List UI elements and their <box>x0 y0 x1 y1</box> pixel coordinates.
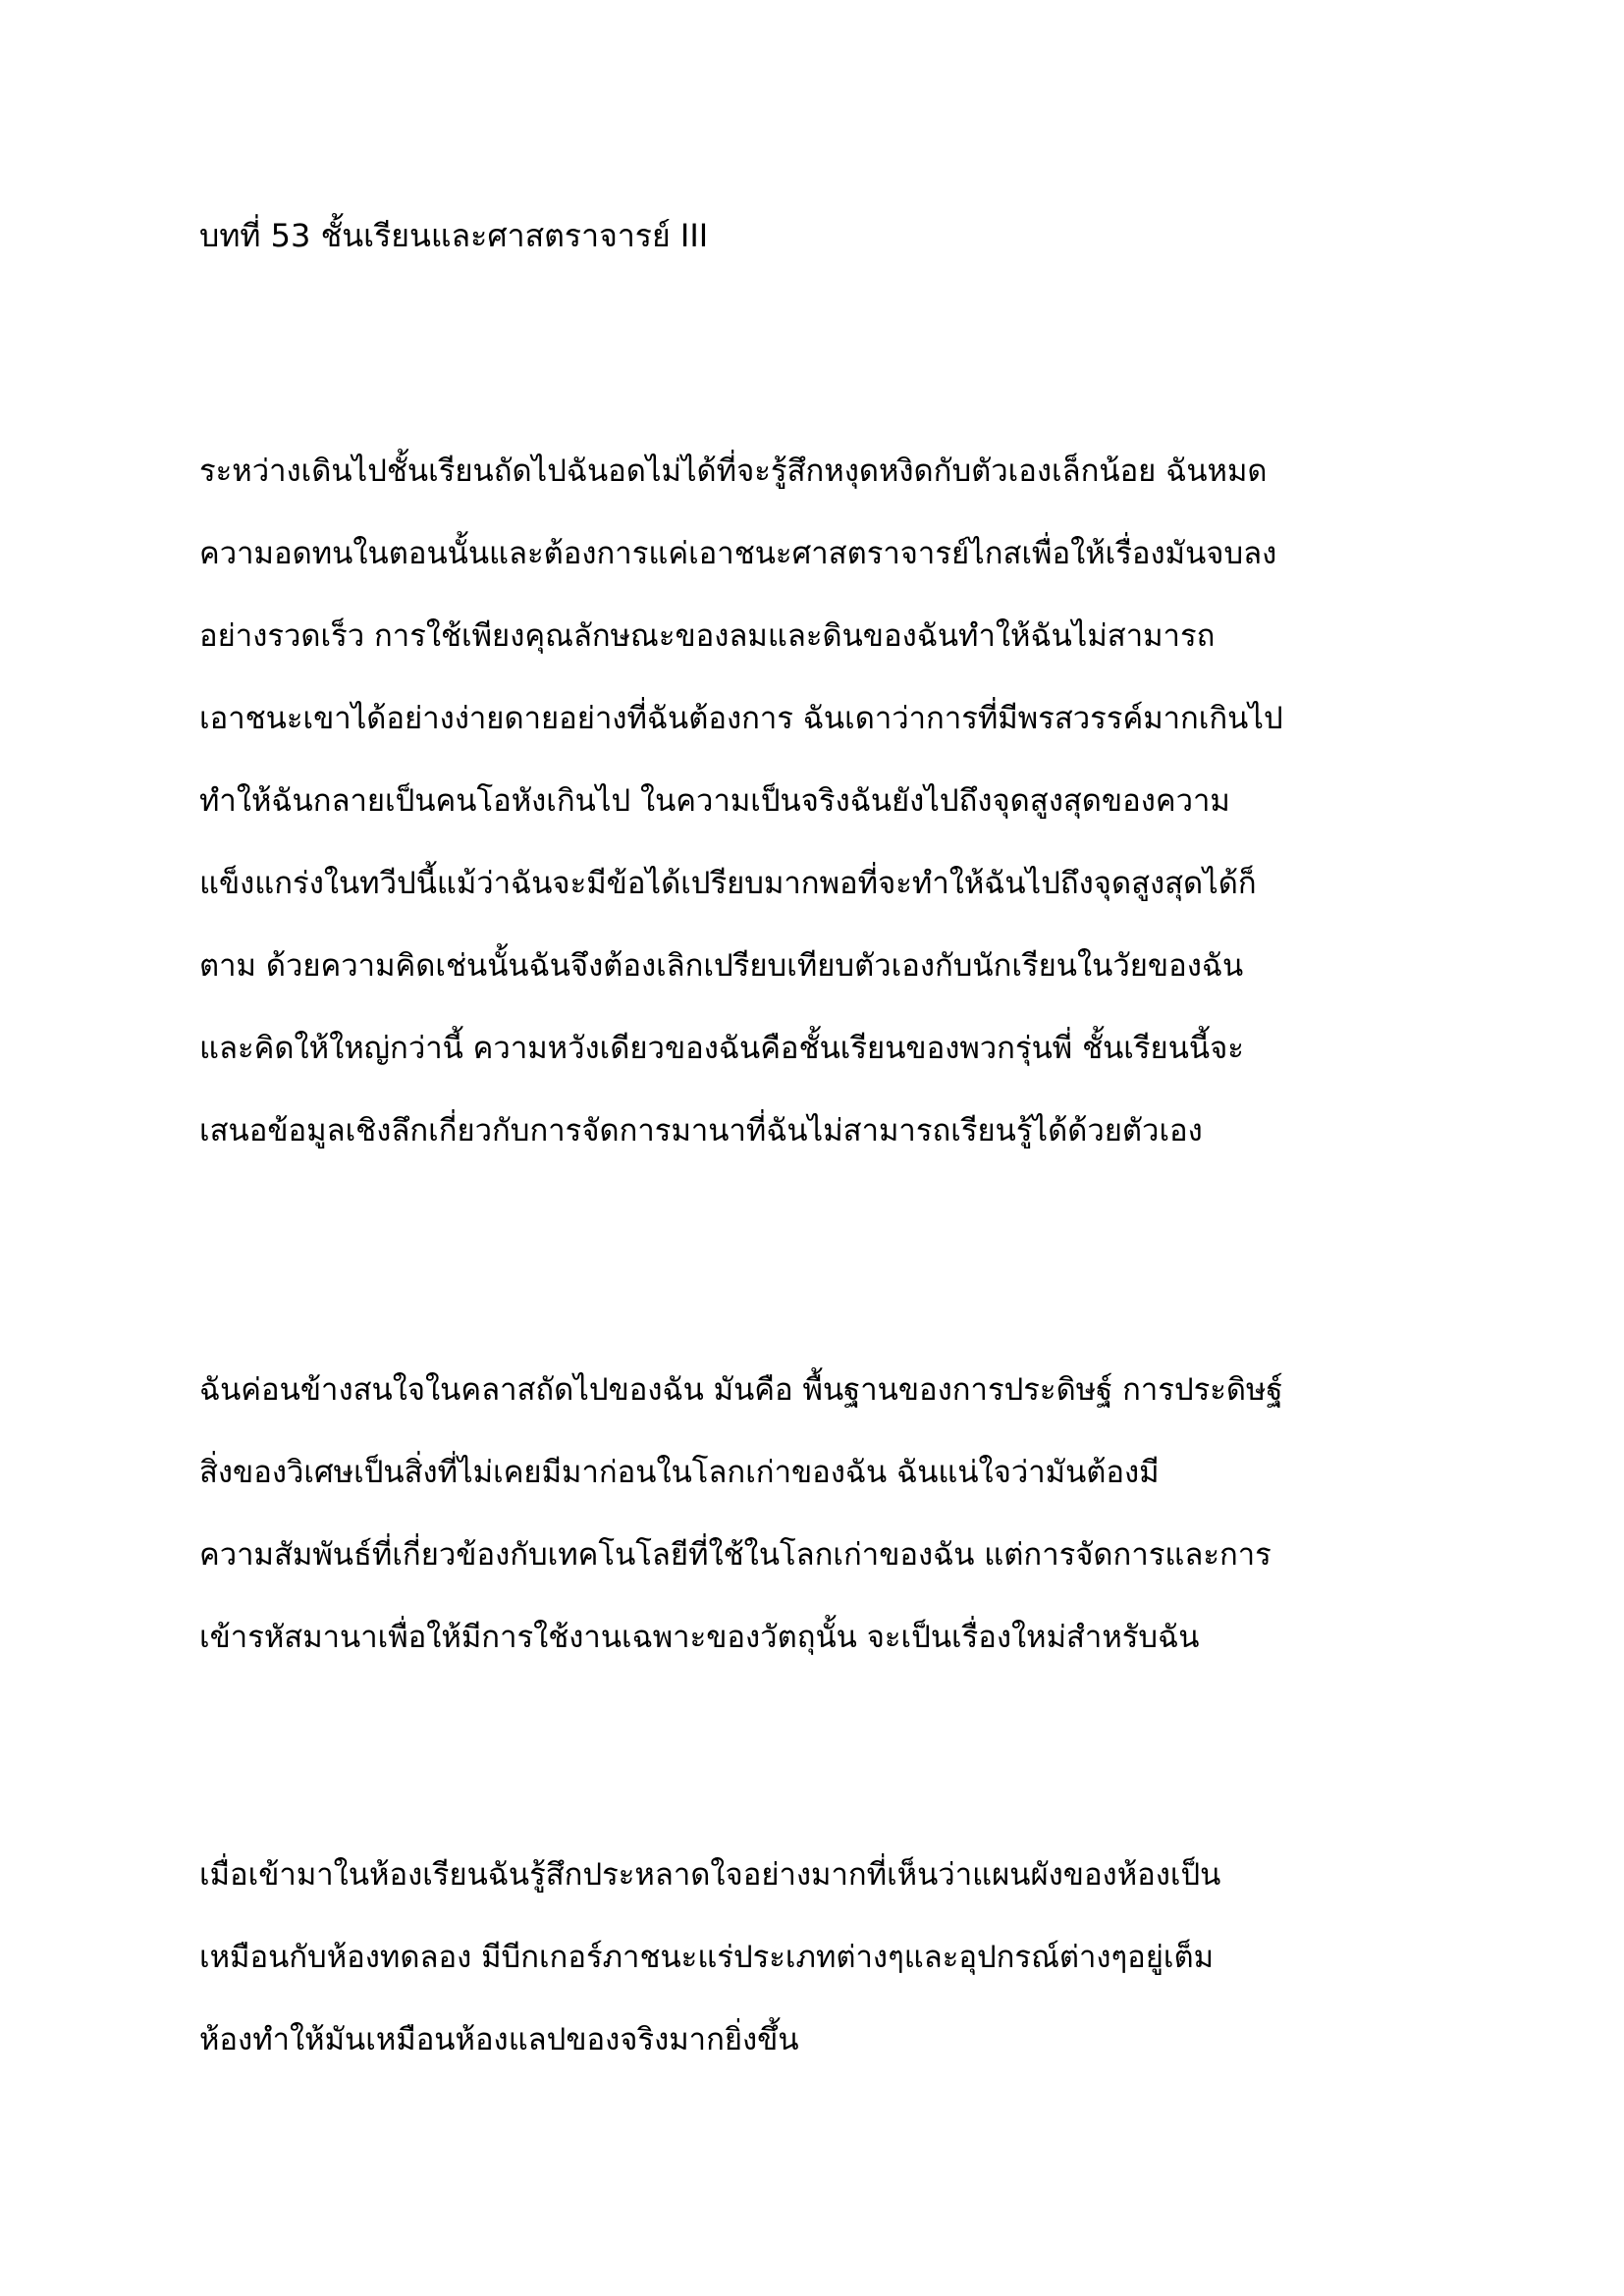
paragraph-line: เอาชนะเขาได้อย่างง่ายดายอย่างที่ฉันต้องการ ฉันเดาว่าการที่มีพรสวรรค์มากเกินไป <box>199 701 1283 736</box>
paragraph-line: สิ่งของวิเศษเป็นสิ่งที่ไม่เคยมีมาก่อนในโลกเก่าของฉัน ฉันแน่ใจว่ามันต้องมี <box>199 1455 1160 1490</box>
paragraph-line: เมื่อเข้ามาในห้องเรียนฉันรู้สึกประหลาดใจอย่างมากที่เห็นว่าแผนผังของห้องเป็น <box>199 1857 1221 1893</box>
paragraph-line: ทำให้ฉันกลายเป็นคนโอหังเกินไป ในความเป็นจริงฉันยังไปถึงจุดสูงสุดของความ <box>199 783 1230 819</box>
paragraph-line: และคิดให้ใหญ่กว่านี้ ความหวังเดียวของฉันคือชั้นเรียนของพวกรุ่นพี่ ชั้นเรียนนี้จะ <box>199 1031 1244 1066</box>
paragraph-line: ระหว่างเดินไปชั้นเรียนถัดไปฉันอดไม่ได้ที่จะรู้สึกหงุดหงิดกับตัวเองเล็กน้อย ฉันหมด <box>199 454 1268 489</box>
paragraph-line: เหมือนกับห้องทดลอง มีบีกเกอร์ภาชนะแร่ประเภทต่างๆและอุปกรณ์ต่างๆอยู่เต็ม <box>199 1940 1215 1975</box>
paragraph-1 <box>199 430 1283 1172</box>
paragraph-line: แข็งแกร่งในทวีปนี้แม้ว่าฉันจะมีข้อได้เปรียบมากพอที่จะทำให้ฉันไปถึงจุดสูงสุดได้ก็ <box>199 866 1257 901</box>
paragraph-line: เสนอข้อมูลเชิงลึกเกี่ยวกับการจัดการมานาที่ฉันไม่สามารถเรียนรู้ได้ด้วยตัวเอง <box>199 1113 1203 1148</box>
paragraph-3 <box>199 1834 1220 2081</box>
paragraph-line: ตาม ด้วยความคิดเช่นนั้นฉันจึงต้องเลิกเปรียบเทียบตัวเองกับนักเรียนในวัยของฉัน <box>199 948 1244 984</box>
paragraph-line: ห้องทำให้มันเหมือนห้องแลปของจริงมากยิ่งขึ้น <box>199 2022 799 2057</box>
paragraph-line: ความอดทนในตอนนั้นและต้องการแค่เอาชนะศาสตราจารย์ไกสเพื่อให้เรื่องมันจบลง <box>199 536 1277 571</box>
chapter-title: บทที่ 53 ชั้นเรียนและศาสตราจารย์ III <box>199 217 709 254</box>
paragraph-line: ฉันค่อนข้างสนใจในคลาสถัดไปของฉัน มันคือ พื้นฐานของการประดิษฐ์ การประดิษฐ์ <box>199 1372 1283 1408</box>
paragraph-line: ความสัมพันธ์ที่เกี่ยวข้องกับเทคโนโลยีที่ใช้ในโลกเก่าของฉัน แต่การจัดการและการ <box>199 1537 1272 1573</box>
paragraph-line: เข้ารหัสมานาเพื่อให้มีการใช้งานเฉพาะของวัตถุนั้น จะเป็นเรื่องใหม่สำหรับฉัน <box>199 1620 1200 1655</box>
paragraph-line: อย่างรวดเร็ว การใช้เพียงคุณลักษณะของลมและดินของฉันทำให้ฉันไม่สามารถ <box>199 618 1216 654</box>
paragraph-2 <box>199 1349 1283 1679</box>
